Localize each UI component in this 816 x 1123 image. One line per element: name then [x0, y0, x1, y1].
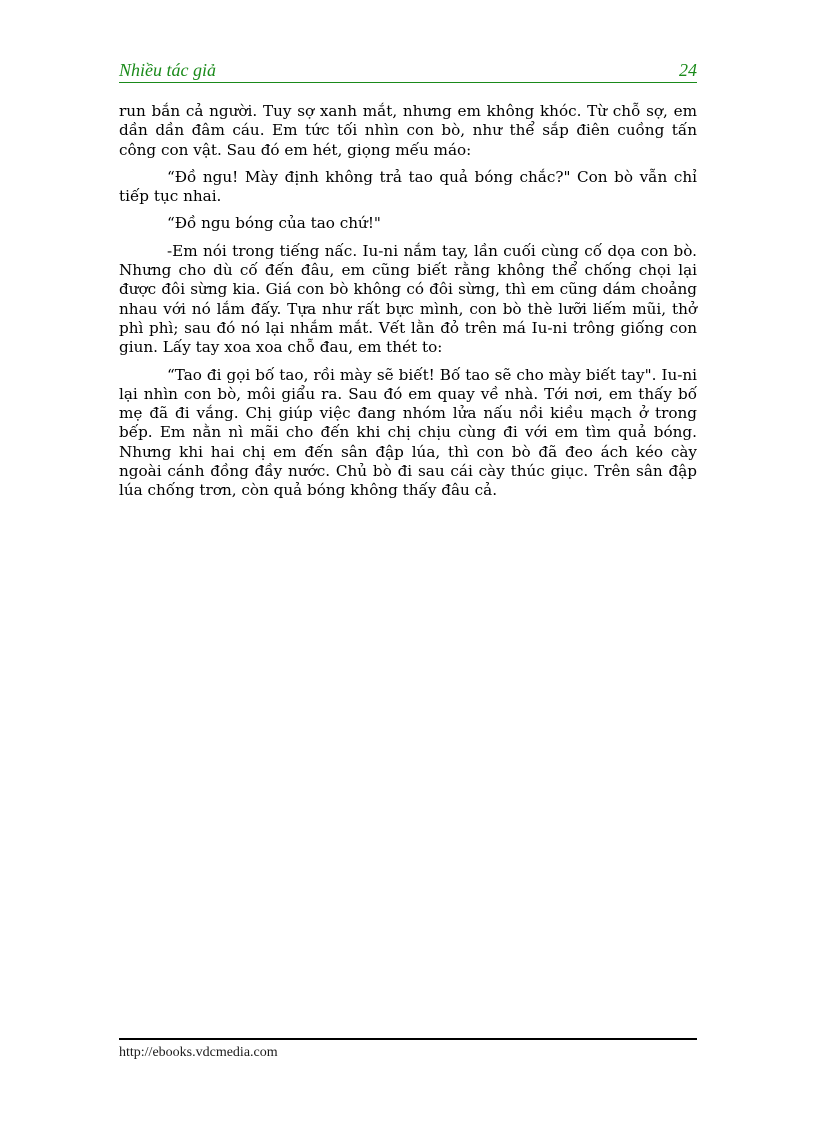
header-author: Nhiều tác giả	[119, 60, 216, 80]
paragraph: run bắn cả người. Tuy sợ xanh mắt, nhưng em không khóc. Từ chỗ sợ, em dần dần đâm cáu. Em tức tối nhìn con bò, như thể sắp điên cuồng tấn công con vật. Sau đó em hét, giọng mếu máo:	[119, 102, 697, 159]
header-page-number: 24	[679, 60, 697, 80]
paragraph: “Đồ ngu bóng của tao chứ!"	[167, 214, 381, 233]
page-body	[119, 102, 697, 509]
running-header	[119, 60, 697, 83]
paragraph: -Em nói trong tiếng nấc. Iu-ni nắm tay, lần cuối cùng cố dọa con bò. Nhưng cho dù cố đến đâu, em cũng biết rằng không thể chống chọi lại được đôi sừng kia. Giá con bò không có đôi sừng, thì em cũng dám choảng nhau với nó lắm đấy. Tựa như rất bực mình, con bò thè lưỡi liếm mũi, thở phì phì; sau đó nó lại nhắm mắt. Vết lằn đỏ trên má Iu-ni trông giống con giun. Lấy tay xoa xoa chỗ đau, em thét to:	[119, 241, 697, 357]
paragraph: “Đồ ngu! Mày định không trả tao quả bóng chắc?" Con bò vẫn chỉ tiếp tục nhai.	[119, 167, 697, 206]
footer-url[interactable]: http://ebooks.vdcmedia.com	[119, 1045, 278, 1060]
paragraph: “Tao đi gọi bố tao, rồi mày sẽ biết! Bố tao sẽ cho mày biết tay". Iu-ni lại nhìn con bò, môi giẩu ra. Sau đó em quay về nhà. Tới nơi, em thấy bố mẹ đã đi vắng. Chị giúp việc đang nhóm lửa nấu nồi kiều mạch ở trong bếp. Em nằn nì mãi cho đến khi chị chịu cùng đi với em tìm quả bóng. Nhưng khi hai chị em đến sân đập lúa, thì con bò đã đeo ách kéo cày ngoài cánh đồng đầy nước. Chủ bò đi sau cái cày thúc giục. Trên sân đập lúa chống trơn, còn quả bóng không thấy đâu cả.	[119, 365, 697, 500]
footer-divider	[119, 1038, 697, 1040]
